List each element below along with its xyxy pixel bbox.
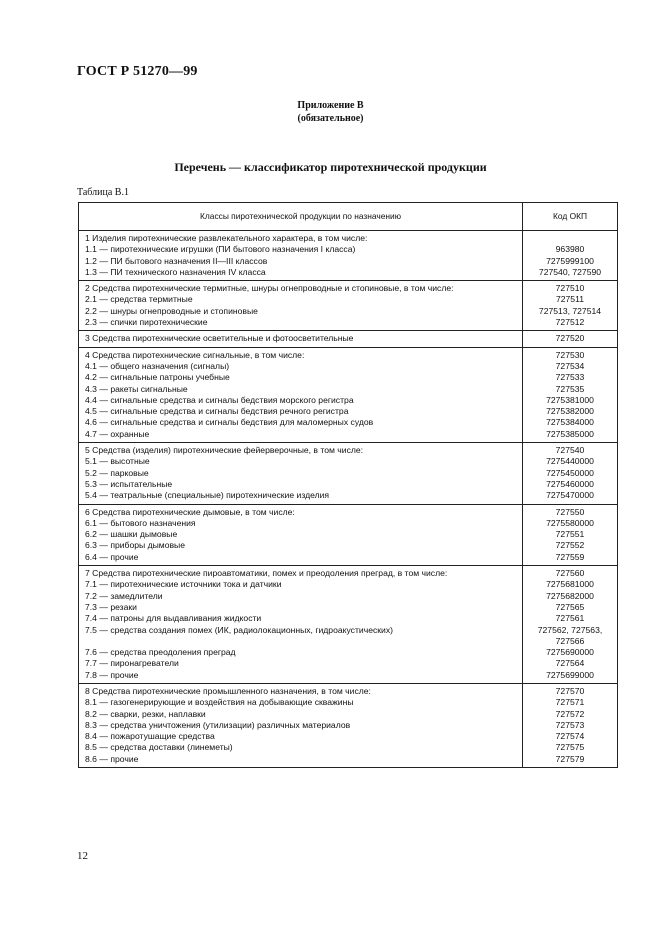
code-entry: 7275999100 [546,255,594,266]
class-entry: 7.7 — пиронагреватели [85,658,179,669]
table-group-row [79,281,618,331]
code-entry: 727562, 727563, 727566 [537,624,603,646]
code-entry: 727535 [555,383,585,394]
code-cell [523,443,618,504]
class-entry: 2 Средства пиротехнические термитные, шнуры огнепроводные и стопиновые, в том числе: [85,283,454,294]
class-cell [79,331,523,347]
code-entry: 727540, 727590 [538,266,602,277]
code-entry: 727572 [555,708,585,719]
code-entry: 727533 [555,372,585,383]
code-entry: 7275382000 [546,406,594,417]
class-entry: 8.5 — средства доставки (линеметы) [85,742,233,753]
column-header-code: Код ОКП [523,203,618,231]
code-entry: 727510 [555,283,585,294]
class-entry: 4 Средства пиротехнические сигнальные, в том числе: [85,349,305,360]
class-cell [79,443,523,504]
class-entry: 1.1 — пиротехнические игрушки (ПИ бытового назначения I класса) [85,244,356,255]
class-entry: 7.5 — средства создания помех (ИК, радиолокационных, гидроакустических) [85,624,393,635]
code-entry: 7275681000 [546,579,594,590]
class-cell [79,281,523,331]
class-cell [79,683,523,767]
code-entry: 727512 [555,317,585,328]
table-group-row [79,443,618,504]
code-entry: 727551 [555,529,585,540]
table-group-row [79,566,618,684]
class-entry: 7 Средства пиротехнические пироавтоматики, помех и преодоления преград, в том числе: [85,568,448,579]
class-entry: 4.4 — сигнальные средства и сигналы бедствия морского регистра [85,394,354,405]
code-cell [523,331,618,347]
class-entry: 8.4 — пожаротушащие средства [85,731,215,742]
class-entry: 5 Средства (изделия) пиротехнические фейерверочные, в том числе: [85,445,364,456]
class-entry: 4.7 — охранные [85,428,150,439]
class-entry: 5.2 — парковые [85,467,149,478]
code-entry: 727579 [555,753,585,764]
code-entry: 727511 [555,294,585,305]
code-entry: 727559 [555,551,585,562]
class-entry: 6.1 — бытового назначения [85,517,196,528]
code-entry: 727540 [555,445,585,456]
code-entry: 7275470000 [546,490,594,501]
class-entry: 7.3 — резаки [85,601,137,612]
classifier-table [78,202,618,768]
code-cell [523,281,618,331]
code-entry: 727571 [555,697,585,708]
class-entry: 4.1 — общего назначения (сигналы) [85,360,230,371]
table-body [79,231,618,768]
appendix-heading [0,99,661,125]
code-entry: 727574 [555,731,585,742]
table-group-row [79,683,618,767]
code-entry: 7275682000 [546,590,594,601]
appendix-status: (обязательное) [297,113,364,124]
code-cell [523,231,618,281]
class-entry: 6.3 — приборы дымовые [85,540,185,551]
code-cell [523,504,618,565]
class-entry: 8.2 — сварки, резки, наплавки [85,708,206,719]
code-entry: 727570 [555,685,585,696]
class-entry: 8.1 — газогенерирующие и воздействия на добывающие скважины [85,697,354,708]
appendix-label: Приложение В [297,100,364,111]
table-group-row [79,504,618,565]
class-cell [79,231,523,281]
table-group-row [79,331,618,347]
code-entry: 727561 [555,613,585,624]
standard-designation: ГОСТ Р 51270—99 [77,64,198,79]
class-entry: 2.3 — спички пиротехнические [85,317,208,328]
code-entry: 7275385000 [546,428,594,439]
class-cell [79,566,523,684]
class-entry: 4.5 — сигнальные средства и сигналы бедствия речного регистра [85,406,349,417]
page-number: 12 [77,850,88,862]
code-entry: 727575 [555,742,585,753]
class-entry: 5.1 — высотные [85,456,150,467]
class-entry: 7.2 — замедлители [85,590,163,601]
document-title: Перечень — классификатор пиротехнической продукции [174,160,487,174]
code-entry: 727534 [555,360,585,371]
class-entry: 8.3 — средства уничтожения (утилизации) различных материалов [85,719,351,730]
class-entry: 7.6 — средства преодоления преград [85,647,236,658]
class-entry: 5.4 — театральные (специальные) пиротехнические изделия [85,490,330,501]
code-cell [523,683,618,767]
code-entry: 727560 [555,568,585,579]
code-entry: 7275460000 [546,478,594,489]
class-entry: 6.4 — прочие [85,551,139,562]
class-entry: 6.2 — шашки дымовые [85,529,178,540]
code-entry: 7275690000 [546,647,594,658]
class-entry: 7.4 — патроны для выдавливания жидкости [85,613,262,624]
code-entry: 727530 [555,349,585,360]
class-entry: 4.6 — сигнальные средства и сигналы бедствия для маломерных судов [85,417,374,428]
code-entry: 727564 [555,658,585,669]
code-entry: 727520 [555,333,585,344]
table-group-row [79,347,618,442]
column-header-classes: Классы пиротехнической продукции по назначению [79,203,523,231]
table-group-row [79,231,618,281]
code-cell [523,347,618,442]
table-header-row [79,203,618,231]
class-entry: 2.2 — шнуры огнепроводные и стопиновые [85,305,258,316]
class-cell [79,347,523,442]
code-entry: 963980 [555,244,585,255]
table-label: Таблица В.1 [77,187,129,198]
class-entry: 8 Средства пиротехнические промышленного назначения, в том числе: [85,685,371,696]
code-entry: 7275699000 [546,669,594,680]
class-entry: 1 Изделия пиротехнические развлекательного характера, в том числе: [85,233,368,243]
code-entry: 7275381000 [546,394,594,405]
code-entry: 727552 [555,540,585,551]
class-entry: 1.2 — ПИ бытового назначения II—III классов [85,255,268,266]
code-entry: 7275580000 [546,517,594,528]
code-cell [523,566,618,684]
code-entry: 7275440000 [546,456,594,467]
class-entry: 7.1 — пиротехнические источники тока и датчики [85,579,282,590]
code-entry: 727550 [555,506,585,517]
class-entry: 4.2 — сигнальные патроны учебные [85,372,230,383]
class-entry: 5.3 — испытательные [85,478,173,489]
class-entry: 2.1 — средства термитные [85,294,193,305]
class-entry: 8.6 — прочие [85,753,139,764]
code-entry: 727513, 727514 [538,305,602,316]
class-entry: 7.8 — прочие [85,669,139,680]
class-entry: 3 Средства пиротехнические осветительные и фотоосветительные [85,333,354,344]
code-entry: 727573 [555,719,585,730]
code-entry: 7275450000 [546,467,594,478]
class-entry: 1.3 — ПИ технического назначения IV класса [85,266,266,277]
class-entry: 4.3 — ракеты сигнальные [85,383,188,394]
class-entry: 6 Средства пиротехнические дымовые, в том числе: [85,506,295,517]
code-entry: 727565 [555,601,585,612]
code-entry: 7275384000 [546,417,594,428]
code-entry [525,233,615,244]
class-cell [79,504,523,565]
